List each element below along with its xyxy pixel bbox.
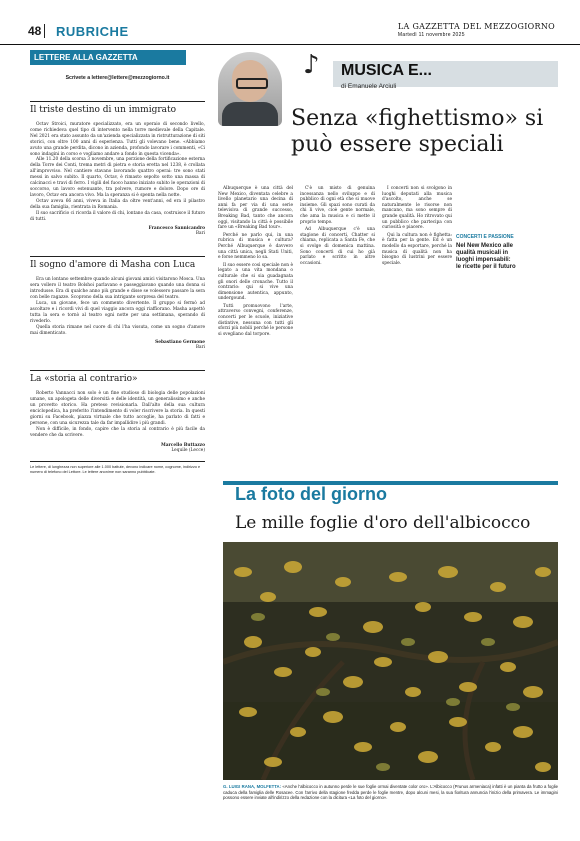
letter-title: La «storia al contrario» [30, 370, 205, 387]
letters-footnote: Le lettere, di lunghezza non superiore alle 1.000 battute, devono indicare nome, cognome, indirizzo e numero di telefono del Lettore. Le lettere anonime non saranno pubblicate. [30, 461, 205, 475]
page-number: 48 [28, 24, 45, 38]
masthead [398, 22, 555, 38]
letter-body: Octav Stroici, muratore specializzato, era un operaio di secondo livello, come richiedeva quel tipo di intervento nella torre medievale della Capitale. Nel 2021 era stato assunto da un'azienda specializzata in ristrutturazione di siti storici, con oltre 100 anni di esperienza. Tutti gli volevano bene. «Abbiamo avuto una grande perdita, dicono in azienda, profondo lavorare i commenti, «Ci sono indagini in corso e vogliamo andare a fondo in questa vicenda». Alle 11.20 della scorsa 3 novembre, una porzione della fortificazione esterna della Torre dei Conti, trema metri di pietra e storia eretta nel 1238, è crollata all'improvviso. Nel cantiere stavano lavorando quattro operai: tre sono stati messi in salvo subito. Il quarto, Octav, è rimasto sepolto sotto una massa di calcinacci e travi di ferro. I vigili del fuoco hanno iniziato subito le operazioni di soccorso, un lavoro estenuante, tra polvere, rumore e dolore. Dopo ore di lavoro, Octav era ancora vivo. Ma la speranza si è spenta nella notte. Octav aveva 66 anni, viveva in Italia da oltre vent'anni, ed era il pilastro della sua famiglia, rientrata in Romania. Il suo sacrificio ci ricorda il valore di chi, lontano da casa, costruisce il futuro di tutti. [30, 122, 205, 222]
letters-banner: LETTERE ALLA GAZZETTA [30, 50, 186, 65]
write-to: Scrivete a lettere@lettere@mezzogiorno.it [65, 75, 170, 81]
article-headline: Senza «fighettismo» si può essere speciali [291, 106, 544, 157]
page-header [0, 0, 580, 45]
letters-column [30, 50, 205, 835]
music-article [218, 186, 553, 516]
apricot-leaves-illustration [223, 542, 558, 780]
article-sidebar [456, 234, 516, 271]
letter-3 [30, 370, 205, 452]
masthead-title: LA GAZZETTA DEL MEZZOGIORNO [397, 22, 555, 31]
photo-headline: Le mille foglie d'oro dell'albicocco [235, 513, 531, 533]
letter-place: Bari [195, 345, 205, 351]
author-portrait [218, 52, 282, 126]
right-column [213, 46, 558, 836]
letter-title: Il sogno d'amore di Masha con Luca [30, 256, 205, 273]
letter-signature: Marcello Buttazzo [160, 442, 205, 448]
section-name: RUBRICHE [56, 24, 129, 39]
letter-signature: Sebastiano Germone [155, 340, 205, 346]
letter-title: Il triste destino di un immigrato [30, 101, 205, 118]
article-column-3: I concerti non si svolgono in luoghi deputati alla musica d'ascolto, anche se naturalmente le risorse non mancano, ma sono sempre di grande qualità. Ho ritrovato qui un pubblico che partecipa con curiosità e piacere. Qui la cultura non è fighetta: è fatta per la gente. Ed è un modello da esportare, perché la musica di qualità non ha bisogno di lustrini per essere speciale. [382, 186, 452, 266]
letter-place: Bari [195, 231, 205, 237]
column-author: di Emanuele Arciuli [341, 83, 397, 90]
music-note-icon: ♪ [303, 50, 320, 80]
article-column-1: Albuquerque è una città del New Mexico, diventata celebre a livello planetario una decina di anni fa per via di una serie televisiva di grande successo, Breaking Bad, tanto che ancora oggi, visitando la città è possibile fare un «Breaking Bad tour». Perché ne parlo qui, in una rubrica di musica e cultura? Perché Albuquerque è davvero una città unica, negli Stati Uniti, e forse nemmeno lo sa. Il suo essere così speciale non è legato a una vita mondana o culturale che si sia guadagnata gli onori delle cronache. Tutto il contrario: qui si vive una dimensione autentica, appunto, undergound. Tutti promuovono l'arte, attraverso convegni, conferenze, concerti per le scuole, iniziative distintive, nessuna con tutti gli sforzi più nobili perché le persone si svegliano dal torpore. [218, 186, 293, 337]
sidebar-text: Nel New Mexico alle qualità musicali in luoghi impensabili: le ricette per il futuro [456, 243, 516, 270]
issue-date: Martedì 11 novembre 2025 [397, 32, 465, 38]
article-column-2: C'è un misto di genuina incessanza nello sviluppo e di pubblico di ogni età che si muove insieme. Gli spazi sono curati da chi li vive, cioè gente normale, che ama la musica e ci mette il proprio tempo. Ad Albuquerque c'è una stagione di concerti, Chatter si chiama, replicata a Santa Fe, che si svolge di domenica mattina. Sono concerti di cui ho già parlato e scritto in altre occasioni. [300, 186, 375, 266]
letter-body: Era un lontano settembre quando alcuni giovani amici visitarono Mosca. Una sera vollero il teatro Bolshoi parlavano e passeggiavano quando una donna si introdusse. Era di qualche anno più grande e disse se volessero passare la sera con belle ragazze. Scoprono della sua intrigante sorpresa del teatro. Luca, un giovane, fece un commento divertente. Il gruppo si fermò ad ascoltare e i ricordi vivi di quel viaggio ancora oggi riaffiorano. Masha aspettò tutta la sera e tornò al teatro ogni notte per una settimana, sperando di rivederlo. Quella storia rimane nel cuore di chi l'ha vissuta, come un sogno d'amore mai dimenticato. [30, 277, 205, 336]
music-column-banner [213, 46, 558, 98]
letter-place: Lequile (Lecce) [171, 447, 205, 453]
photo-credit: G. LUIGI RANA, MOLFETTA: [223, 784, 282, 789]
letter-signature: Francesco Sannicandro [148, 226, 205, 232]
apricot-tree-photo [223, 542, 558, 780]
letter-body: Roberto Vannacci non solo è un fine studioso di biologia delle popolazioni umane, un apologeta delle diversità e delle identità, un generalissimo e anche un provetto storico. Ha preteso revisionarla. Dall'alto della sua cultura enciclopedica, ha preferito l'intendimento di voler riscrivere la storia. In questi giorni su Facebook, piazza virtuale che tutto accoglie, ha parlato di fatti e persone, con una sicurezza tale da far impallidire i più grandi. Non è difficile, in fondo, capire che la storia al contrario è più facile da vendere che da scrivere. [30, 391, 205, 438]
column-title: MUSICA E... [341, 62, 432, 79]
photo-caption [223, 784, 558, 801]
letter-1 [30, 101, 205, 236]
letter-2 [30, 256, 205, 350]
photo-section-label: La foto del giorno [235, 484, 387, 504]
photo-caption-text: «Anche l'albicocco in autunno perde le sue foglie ormai diventate color oro». L'Albicocco (Prunus armeniaca) infatti è un pianta da frutto a foglie caduca della famiglia delle Rosacee. Con l'arrivo della stagione fredda perde le foglie mentre, dopo alcuni mesi, la sua fioritura annuncia l'inizio della primavera. Le immagini possono essere inviate all'indirizzo della redazione con la dicitura «La foto del giorno». [223, 784, 558, 801]
sidebar-caption: CONCERTI E PASSIONE [456, 234, 514, 240]
